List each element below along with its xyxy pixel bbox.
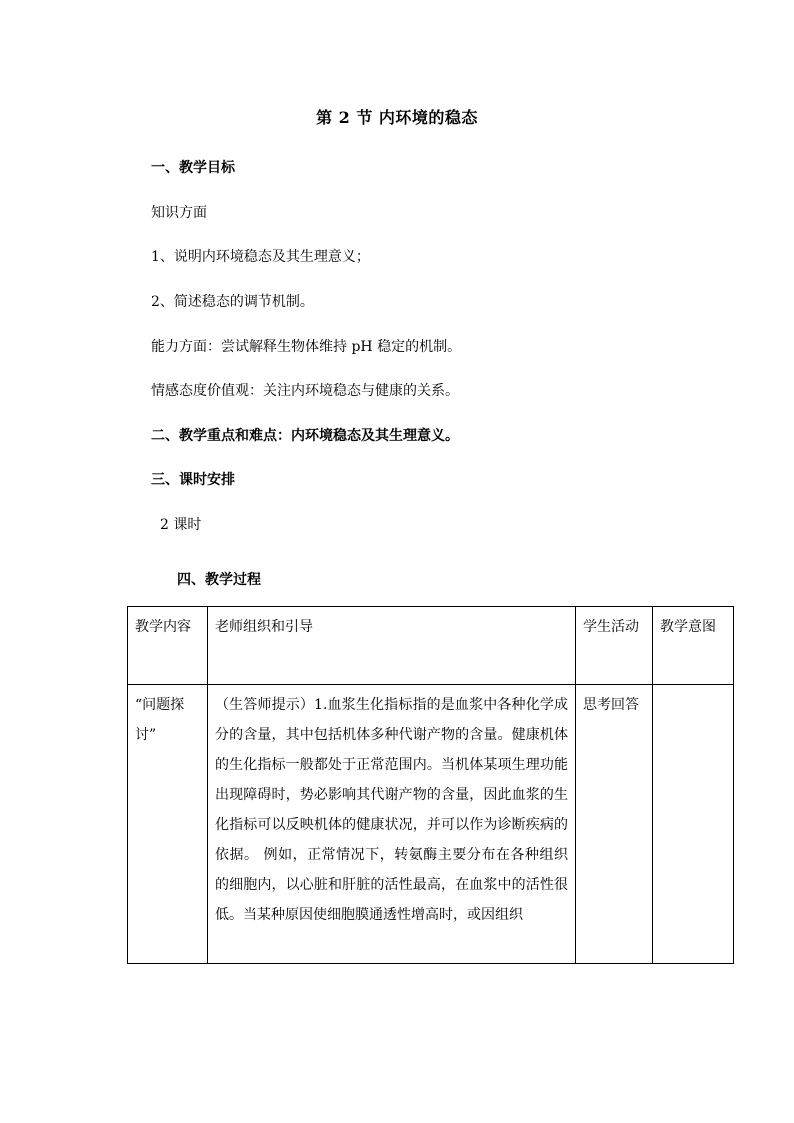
cell-activity: 思考回答 <box>576 685 653 964</box>
table-row <box>128 685 734 964</box>
header-activity: 学生活动 <box>576 607 653 685</box>
header-guidance: 老师组织和引导 <box>208 607 576 685</box>
cell-guidance: （生答师提示）1.血浆生化指标指的是血浆中各种化学成分的含量，其中包括机体多种代谢产物的含量。健康机体的生化指标一般都处于正常范围内。当机体某项生理功能出现障碍时，势必影响其代谢产物的含量，因此血浆的生化指标可以反映机体的健康状况，并可以作为诊断疾病的依据。 例如，正常情况下，转氨酶主要分布在各种组织的细胞内，以心脏和肝脏的活性最高，在血浆中的活性很低。当某种原因使细胞膜通透性增高时，或因组织 <box>208 685 576 964</box>
header-content: 教学内容 <box>128 607 208 685</box>
knowledge-item-1: 1、说明内环境稳态及其生理意义； <box>151 249 370 265</box>
emotion-goal: 情感态度价值观：关注内环境稳态与健康的关系。 <box>151 383 459 399</box>
goals-heading: 一、教学目标 <box>151 160 235 176</box>
key-points-heading: 二、教学重点和难点：内环境稳态及其生理意义。 <box>151 428 459 444</box>
ability-goal: 能力方面：尝试解释生物体维持 pH 稳定的机制。 <box>151 339 462 355</box>
cell-content: “问题探讨” <box>128 685 208 964</box>
page-title: 第 2 节 内环境的稳态 <box>316 108 478 127</box>
table-header-row <box>128 607 734 685</box>
cell-intent <box>653 685 734 964</box>
process-heading: 四、教学过程 <box>177 572 261 588</box>
header-intent: 教学意图 <box>653 607 734 685</box>
schedule-heading: 三、课时安排 <box>151 472 235 488</box>
teaching-process-table <box>127 606 734 964</box>
schedule-value: 2 课时 <box>160 517 202 533</box>
knowledge-label: 知识方面 <box>151 205 207 221</box>
knowledge-item-2: 2、简述稳态的调节机制。 <box>151 294 314 310</box>
